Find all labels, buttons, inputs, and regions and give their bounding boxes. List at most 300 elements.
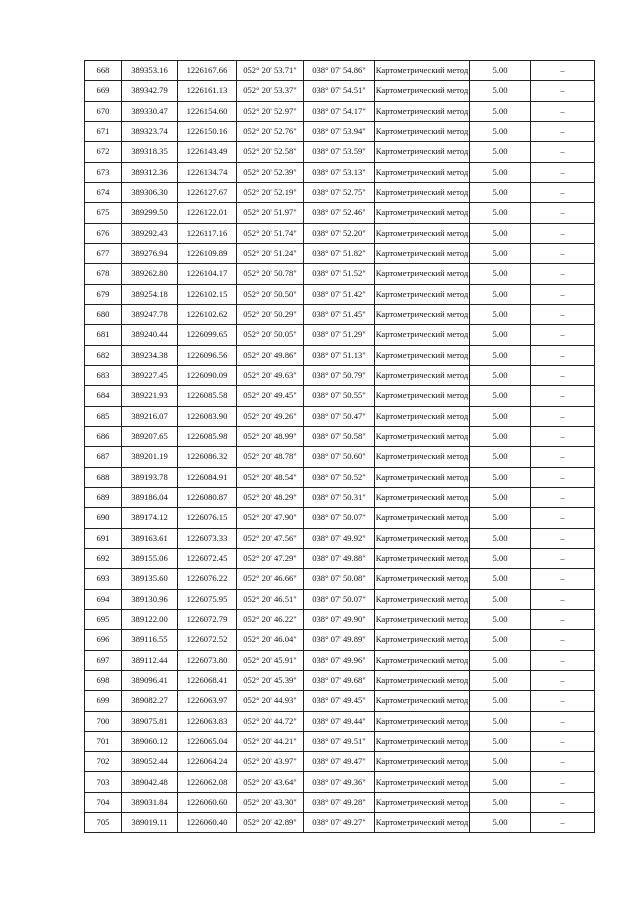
note-cell: – [531,223,595,243]
x-coordinate-cell: 389082.27 [122,691,178,711]
table-row [85,569,595,589]
y-coordinate-cell: 1226134.74 [178,162,237,182]
method-cell: Картометрический метод [375,101,470,121]
table-row [85,264,595,284]
latitude-cell: 052° 20' 45.91" [237,650,304,670]
point-number-cell: 687 [85,447,122,467]
latitude-cell: 052° 20' 44.72" [237,711,304,731]
x-coordinate-cell: 389075.81 [122,711,178,731]
point-number-cell: 671 [85,121,122,141]
precision-cell: 5.00 [470,569,531,589]
table-row [85,365,595,385]
x-coordinate-cell: 389201.19 [122,447,178,467]
point-number-cell: 676 [85,223,122,243]
point-number-cell: 689 [85,487,122,507]
note-cell: – [531,528,595,548]
note-cell: – [531,81,595,101]
point-number-cell: 696 [85,630,122,650]
note-cell: – [531,609,595,629]
precision-cell: 5.00 [470,752,531,772]
longitude-cell: 038° 07' 50.31" [304,487,375,507]
note-cell: – [531,101,595,121]
note-cell: – [531,589,595,609]
latitude-cell: 052° 20' 51.97" [237,203,304,223]
precision-cell: 5.00 [470,691,531,711]
precision-cell: 5.00 [470,548,531,568]
note-cell: – [531,284,595,304]
method-cell: Картометрический метод [375,569,470,589]
y-coordinate-cell: 1226072.79 [178,609,237,629]
precision-cell: 5.00 [470,650,531,670]
y-coordinate-cell: 1226167.66 [178,61,237,81]
note-cell: – [531,162,595,182]
longitude-cell: 038° 07' 51.42" [304,284,375,304]
table-row [85,386,595,406]
y-coordinate-cell: 1226085.58 [178,386,237,406]
precision-cell: 5.00 [470,81,531,101]
y-coordinate-cell: 1226117.16 [178,223,237,243]
longitude-cell: 038° 07' 50.60" [304,447,375,467]
method-cell: Картометрический метод [375,609,470,629]
x-coordinate-cell: 389207.65 [122,426,178,446]
table-row [85,630,595,650]
longitude-cell: 038° 07' 50.55" [304,386,375,406]
note-cell: – [531,467,595,487]
precision-cell: 5.00 [470,264,531,284]
table-row [85,813,595,833]
x-coordinate-cell: 389193.78 [122,467,178,487]
table-row [85,406,595,426]
table-row [85,243,595,263]
x-coordinate-cell: 389342.79 [122,81,178,101]
table-row [85,792,595,812]
y-coordinate-cell: 1226068.41 [178,670,237,690]
precision-cell: 5.00 [470,589,531,609]
precision-cell: 5.00 [470,711,531,731]
y-coordinate-cell: 1226090.09 [178,365,237,385]
latitude-cell: 052° 20' 48.99" [237,426,304,446]
point-number-cell: 678 [85,264,122,284]
y-coordinate-cell: 1226065.04 [178,731,237,751]
point-number-cell: 694 [85,589,122,609]
method-cell: Картометрический метод [375,203,470,223]
x-coordinate-cell: 389186.04 [122,487,178,507]
table-row [85,182,595,202]
note-cell: – [531,752,595,772]
note-cell: – [531,203,595,223]
x-coordinate-cell: 389254.18 [122,284,178,304]
precision-cell: 5.00 [470,325,531,345]
x-coordinate-cell: 389116.55 [122,630,178,650]
y-coordinate-cell: 1226102.62 [178,304,237,324]
latitude-cell: 052° 20' 43.64" [237,772,304,792]
y-coordinate-cell: 1226086.32 [178,447,237,467]
point-number-cell: 677 [85,243,122,263]
longitude-cell: 038° 07' 49.89" [304,630,375,650]
latitude-cell: 052° 20' 52.97" [237,101,304,121]
precision-cell: 5.00 [470,772,531,792]
y-coordinate-cell: 1226076.15 [178,508,237,528]
coordinates-table [84,60,595,833]
note-cell: – [531,345,595,365]
latitude-cell: 052° 20' 46.66" [237,569,304,589]
longitude-cell: 038° 07' 50.07" [304,508,375,528]
note-cell: – [531,365,595,385]
precision-cell: 5.00 [470,223,531,243]
precision-cell: 5.00 [470,731,531,751]
point-number-cell: 703 [85,772,122,792]
point-number-cell: 699 [85,691,122,711]
note-cell: – [531,142,595,162]
note-cell: – [531,386,595,406]
precision-cell: 5.00 [470,630,531,650]
table-row [85,162,595,182]
x-coordinate-cell: 389221.93 [122,386,178,406]
precision-cell: 5.00 [470,467,531,487]
point-number-cell: 690 [85,508,122,528]
longitude-cell: 038° 07' 53.94" [304,121,375,141]
x-coordinate-cell: 389130.96 [122,589,178,609]
method-cell: Картометрический метод [375,61,470,81]
latitude-cell: 052° 20' 51.24" [237,243,304,263]
x-coordinate-cell: 389155.06 [122,548,178,568]
x-coordinate-cell: 389122.00 [122,609,178,629]
longitude-cell: 038° 07' 52.46" [304,203,375,223]
latitude-cell: 052° 20' 52.76" [237,121,304,141]
y-coordinate-cell: 1226063.83 [178,711,237,731]
precision-cell: 5.00 [470,345,531,365]
longitude-cell: 038° 07' 49.44" [304,711,375,731]
longitude-cell: 038° 07' 49.68" [304,670,375,690]
note-cell: – [531,569,595,589]
latitude-cell: 052° 20' 48.29" [237,487,304,507]
precision-cell: 5.00 [470,813,531,833]
table-row [85,345,595,365]
table-row [85,467,595,487]
table-row [85,142,595,162]
latitude-cell: 052° 20' 52.58" [237,142,304,162]
point-number-cell: 680 [85,304,122,324]
point-number-cell: 668 [85,61,122,81]
table-row [85,447,595,467]
precision-cell: 5.00 [470,142,531,162]
table-row [85,670,595,690]
y-coordinate-cell: 1226122.01 [178,203,237,223]
x-coordinate-cell: 389135.60 [122,569,178,589]
method-cell: Картометрический метод [375,264,470,284]
latitude-cell: 052° 20' 53.37" [237,81,304,101]
point-number-cell: 698 [85,670,122,690]
note-cell: – [531,650,595,670]
latitude-cell: 052° 20' 47.29" [237,548,304,568]
y-coordinate-cell: 1226080.87 [178,487,237,507]
latitude-cell: 052° 20' 50.50" [237,284,304,304]
longitude-cell: 038° 07' 52.20" [304,223,375,243]
method-cell: Картометрический метод [375,325,470,345]
latitude-cell: 052° 20' 52.39" [237,162,304,182]
longitude-cell: 038° 07' 54.51" [304,81,375,101]
note-cell: – [531,325,595,345]
table-row [85,691,595,711]
y-coordinate-cell: 1226073.80 [178,650,237,670]
longitude-cell: 038° 07' 53.13" [304,162,375,182]
table-row [85,426,595,446]
precision-cell: 5.00 [470,386,531,406]
precision-cell: 5.00 [470,121,531,141]
point-number-cell: 693 [85,569,122,589]
latitude-cell: 052° 20' 51.74" [237,223,304,243]
note-cell: – [531,670,595,690]
point-number-cell: 672 [85,142,122,162]
point-number-cell: 691 [85,528,122,548]
x-coordinate-cell: 389096.41 [122,670,178,690]
point-number-cell: 683 [85,365,122,385]
precision-cell: 5.00 [470,447,531,467]
longitude-cell: 038° 07' 50.79" [304,365,375,385]
point-number-cell: 704 [85,792,122,812]
y-coordinate-cell: 1226062.08 [178,772,237,792]
longitude-cell: 038° 07' 49.47" [304,752,375,772]
latitude-cell: 052° 20' 42.89" [237,813,304,833]
method-cell: Картометрический метод [375,467,470,487]
note-cell: – [531,447,595,467]
note-cell: – [531,508,595,528]
latitude-cell: 052° 20' 48.54" [237,467,304,487]
table-row [85,101,595,121]
precision-cell: 5.00 [470,426,531,446]
precision-cell: 5.00 [470,162,531,182]
method-cell: Картометрический метод [375,162,470,182]
y-coordinate-cell: 1226127.67 [178,182,237,202]
method-cell: Картометрический метод [375,813,470,833]
y-coordinate-cell: 1226109.89 [178,243,237,263]
method-cell: Картометрический метод [375,711,470,731]
x-coordinate-cell: 389112.44 [122,650,178,670]
latitude-cell: 052° 20' 46.04" [237,630,304,650]
longitude-cell: 038° 07' 50.08" [304,569,375,589]
x-coordinate-cell: 389060.12 [122,731,178,751]
latitude-cell: 052° 20' 47.90" [237,508,304,528]
note-cell: – [531,772,595,792]
x-coordinate-cell: 389312.36 [122,162,178,182]
x-coordinate-cell: 389216.07 [122,406,178,426]
precision-cell: 5.00 [470,528,531,548]
note-cell: – [531,304,595,324]
latitude-cell: 052° 20' 46.51" [237,589,304,609]
point-number-cell: 669 [85,81,122,101]
precision-cell: 5.00 [470,61,531,81]
latitude-cell: 052° 20' 49.45" [237,386,304,406]
y-coordinate-cell: 1226072.52 [178,630,237,650]
point-number-cell: 686 [85,426,122,446]
y-coordinate-cell: 1226083.90 [178,406,237,426]
point-number-cell: 697 [85,650,122,670]
note-cell: – [531,731,595,751]
method-cell: Картометрический метод [375,691,470,711]
y-coordinate-cell: 1226075.95 [178,589,237,609]
longitude-cell: 038° 07' 49.51" [304,731,375,751]
y-coordinate-cell: 1226076.22 [178,569,237,589]
method-cell: Картометрический метод [375,650,470,670]
x-coordinate-cell: 389318.35 [122,142,178,162]
x-coordinate-cell: 389031.84 [122,792,178,812]
method-cell: Картометрический метод [375,121,470,141]
method-cell: Картометрический метод [375,365,470,385]
latitude-cell: 052° 20' 44.93" [237,691,304,711]
method-cell: Картометрический метод [375,182,470,202]
y-coordinate-cell: 1226060.60 [178,792,237,812]
note-cell: – [531,121,595,141]
latitude-cell: 052° 20' 49.86" [237,345,304,365]
table-row [85,752,595,772]
y-coordinate-cell: 1226150.16 [178,121,237,141]
note-cell: – [531,406,595,426]
x-coordinate-cell: 389353.16 [122,61,178,81]
x-coordinate-cell: 389262.80 [122,264,178,284]
longitude-cell: 038° 07' 50.52" [304,467,375,487]
note-cell: – [531,691,595,711]
table-row [85,81,595,101]
precision-cell: 5.00 [470,304,531,324]
x-coordinate-cell: 389240.44 [122,325,178,345]
point-number-cell: 670 [85,101,122,121]
table-row [85,223,595,243]
x-coordinate-cell: 389019.11 [122,813,178,833]
precision-cell: 5.00 [470,487,531,507]
longitude-cell: 038° 07' 51.29" [304,325,375,345]
latitude-cell: 052° 20' 43.30" [237,792,304,812]
table-row [85,325,595,345]
note-cell: – [531,426,595,446]
x-coordinate-cell: 389306.30 [122,182,178,202]
y-coordinate-cell: 1226064.24 [178,752,237,772]
y-coordinate-cell: 1226063.97 [178,691,237,711]
longitude-cell: 038° 07' 50.47" [304,406,375,426]
longitude-cell: 038° 07' 51.52" [304,264,375,284]
point-number-cell: 673 [85,162,122,182]
precision-cell: 5.00 [470,243,531,263]
latitude-cell: 052° 20' 46.22" [237,609,304,629]
method-cell: Картометрический метод [375,731,470,751]
point-number-cell: 701 [85,731,122,751]
note-cell: – [531,243,595,263]
y-coordinate-cell: 1226099.65 [178,325,237,345]
table-row [85,609,595,629]
note-cell: – [531,711,595,731]
longitude-cell: 038° 07' 49.45" [304,691,375,711]
longitude-cell: 038° 07' 49.36" [304,772,375,792]
x-coordinate-cell: 389234.38 [122,345,178,365]
method-cell: Картометрический метод [375,528,470,548]
table-row [85,650,595,670]
longitude-cell: 038° 07' 49.28" [304,792,375,812]
table-row [85,528,595,548]
method-cell: Картометрический метод [375,426,470,446]
y-coordinate-cell: 1226072.45 [178,548,237,568]
method-cell: Картометрический метод [375,81,470,101]
longitude-cell: 038° 07' 49.90" [304,609,375,629]
note-cell: – [531,182,595,202]
y-coordinate-cell: 1226161.13 [178,81,237,101]
method-cell: Картометрический метод [375,142,470,162]
precision-cell: 5.00 [470,284,531,304]
longitude-cell: 038° 07' 51.45" [304,304,375,324]
precision-cell: 5.00 [470,792,531,812]
point-number-cell: 681 [85,325,122,345]
latitude-cell: 052° 20' 45.39" [237,670,304,690]
method-cell: Картометрический метод [375,304,470,324]
method-cell: Картометрический метод [375,670,470,690]
point-number-cell: 705 [85,813,122,833]
precision-cell: 5.00 [470,670,531,690]
method-cell: Картометрический метод [375,792,470,812]
method-cell: Картометрический метод [375,243,470,263]
x-coordinate-cell: 389052.44 [122,752,178,772]
note-cell: – [531,61,595,81]
latitude-cell: 052° 20' 44.21" [237,731,304,751]
longitude-cell: 038° 07' 52.75" [304,182,375,202]
longitude-cell: 038° 07' 54.17" [304,101,375,121]
precision-cell: 5.00 [470,609,531,629]
method-cell: Картометрический метод [375,447,470,467]
latitude-cell: 052° 20' 47.56" [237,528,304,548]
note-cell: – [531,813,595,833]
x-coordinate-cell: 389323.74 [122,121,178,141]
method-cell: Картометрический метод [375,223,470,243]
method-cell: Картометрический метод [375,548,470,568]
method-cell: Картометрический метод [375,589,470,609]
y-coordinate-cell: 1226143.49 [178,142,237,162]
note-cell: – [531,487,595,507]
longitude-cell: 038° 07' 49.96" [304,650,375,670]
point-number-cell: 679 [85,284,122,304]
latitude-cell: 052° 20' 43.97" [237,752,304,772]
longitude-cell: 038° 07' 49.27" [304,813,375,833]
method-cell: Картометрический метод [375,630,470,650]
table-row [85,61,595,81]
method-cell: Картометрический метод [375,487,470,507]
table-row [85,589,595,609]
method-cell: Картометрический метод [375,406,470,426]
latitude-cell: 052° 20' 50.78" [237,264,304,284]
table-row [85,731,595,751]
longitude-cell: 038° 07' 49.92" [304,528,375,548]
method-cell: Картометрический метод [375,284,470,304]
point-number-cell: 695 [85,609,122,629]
coordinates-table-body [85,61,595,833]
point-number-cell: 682 [85,345,122,365]
note-cell: – [531,548,595,568]
y-coordinate-cell: 1226085.98 [178,426,237,446]
table-row [85,772,595,792]
x-coordinate-cell: 389227.45 [122,365,178,385]
method-cell: Картометрический метод [375,345,470,365]
longitude-cell: 038° 07' 50.58" [304,426,375,446]
x-coordinate-cell: 389174.12 [122,508,178,528]
table-row [85,548,595,568]
x-coordinate-cell: 389163.61 [122,528,178,548]
x-coordinate-cell: 389292.43 [122,223,178,243]
longitude-cell: 038° 07' 54.86" [304,61,375,81]
table-row [85,711,595,731]
longitude-cell: 038° 07' 50.07" [304,589,375,609]
precision-cell: 5.00 [470,182,531,202]
x-coordinate-cell: 389299.50 [122,203,178,223]
x-coordinate-cell: 389276.94 [122,243,178,263]
point-number-cell: 692 [85,548,122,568]
note-cell: – [531,630,595,650]
latitude-cell: 052° 20' 49.63" [237,365,304,385]
